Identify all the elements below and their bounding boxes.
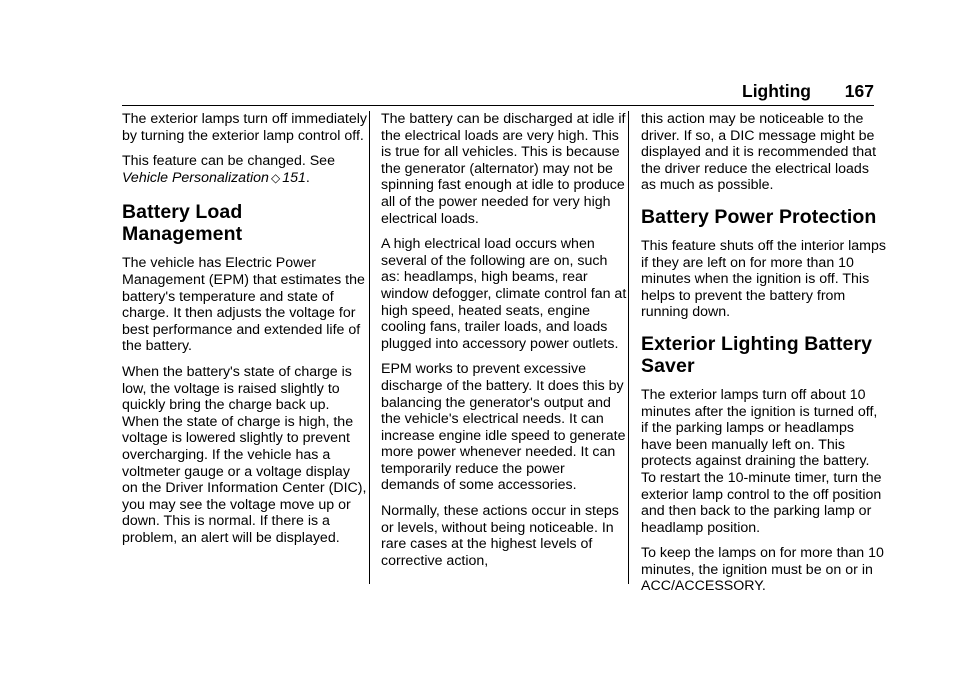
- reference-title: Vehicle Personalization: [122, 169, 269, 186]
- paragraph: To keep the lamps on for more than 10 minutes, the ignition must be on or in ACC/ACCESSORY.: [641, 545, 884, 595]
- paragraph: The exterior lamps turn off about 10 minutes after the ignition is turned off, if the parking lamps or headlamps have been manually left on. This protects against draining the battery. To restart the 10-minute timer, turn the exterior lamp control to the off position and then back to the parking lamp or headlamp position.: [641, 386, 882, 536]
- column-2: [381, 111, 627, 578]
- reference-link[interactable]: [122, 170, 306, 186]
- paragraph-see-reference: [122, 153, 368, 186]
- reference-prefix: This feature can be changed. See: [122, 153, 335, 170]
- paragraph: The vehicle has Electric Power Management (EPM) that estimates the battery's temperature and state of charge. It then adjusts the voltage for best performance and extended life of the battery.: [122, 255, 365, 355]
- paragraph: The exterior lamps turn off immediately by turning the exterior lamp control off.: [122, 111, 367, 144]
- page-number: 167: [844, 81, 874, 101]
- heading-battery-load-management: Battery Load Management: [122, 201, 243, 246]
- column-divider-1: [369, 111, 370, 584]
- paragraph: The battery can be discharged at idle if the electrical loads are very high. This is true for all vehicles. This is because the generator (alternator) may not be spinning fast enough at idle to produce all of the power needed for very high electrical loads.: [381, 111, 626, 227]
- page-reference-icon: ◇: [270, 170, 281, 185]
- paragraph: this action may be noticeable to the driver. If so, a DIC message might be displayed and it is recommended that the driver reduce the electrical loads as much as possible.: [641, 111, 877, 194]
- heading-exterior-lighting-battery-saver: Exterior Lighting Battery Saver: [641, 332, 873, 377]
- column-3: [641, 111, 887, 604]
- column-divider-2: [628, 111, 629, 584]
- paragraph: When the battery's state of charge is low, the voltage is raised slightly to quickly bring the charge back up. When the state of charge is high, the voltage is lowered slightly to prevent overcharging. If the vehicle has a voltmeter gauge or a voltage display on the Driver Information Center (DIC), you may see the voltage move up or down. This is normal. If there is a problem, an alert will be displayed.: [122, 363, 367, 546]
- heading-battery-power-protection: Battery Power Protection: [641, 205, 877, 228]
- paragraph: This feature shuts off the interior lamps if they are left on for more than 10 minutes when the ignition is off. This helps to prevent the battery from running down.: [641, 237, 886, 321]
- reference-suffix: .: [305, 169, 310, 186]
- section-title: Lighting: [742, 81, 812, 101]
- column-1: [122, 111, 368, 555]
- page-header: [742, 81, 874, 105]
- reference-page: 151: [282, 169, 306, 186]
- paragraph: A high electrical load occurs when several of the following are on, such as: headlamps, high beams, rear window defogger, climate control fan at high speed, heated seats, engine cooling fans, trailer loads, and loads plugged into accessory power outlets.: [381, 236, 627, 352]
- paragraph: Normally, these actions occur in steps or levels, without being noticeable. In rare cases at the highest levels of corrective action,: [381, 503, 619, 569]
- paragraph: EPM works to prevent excessive discharge of the battery. It does this by balancing the generator's output and the vehicle's electrical needs. It can increase engine idle speed to generate more power whenever needed. It can temporarily reduce the power demands of some accessories.: [381, 361, 626, 494]
- header-divider: [122, 105, 874, 106]
